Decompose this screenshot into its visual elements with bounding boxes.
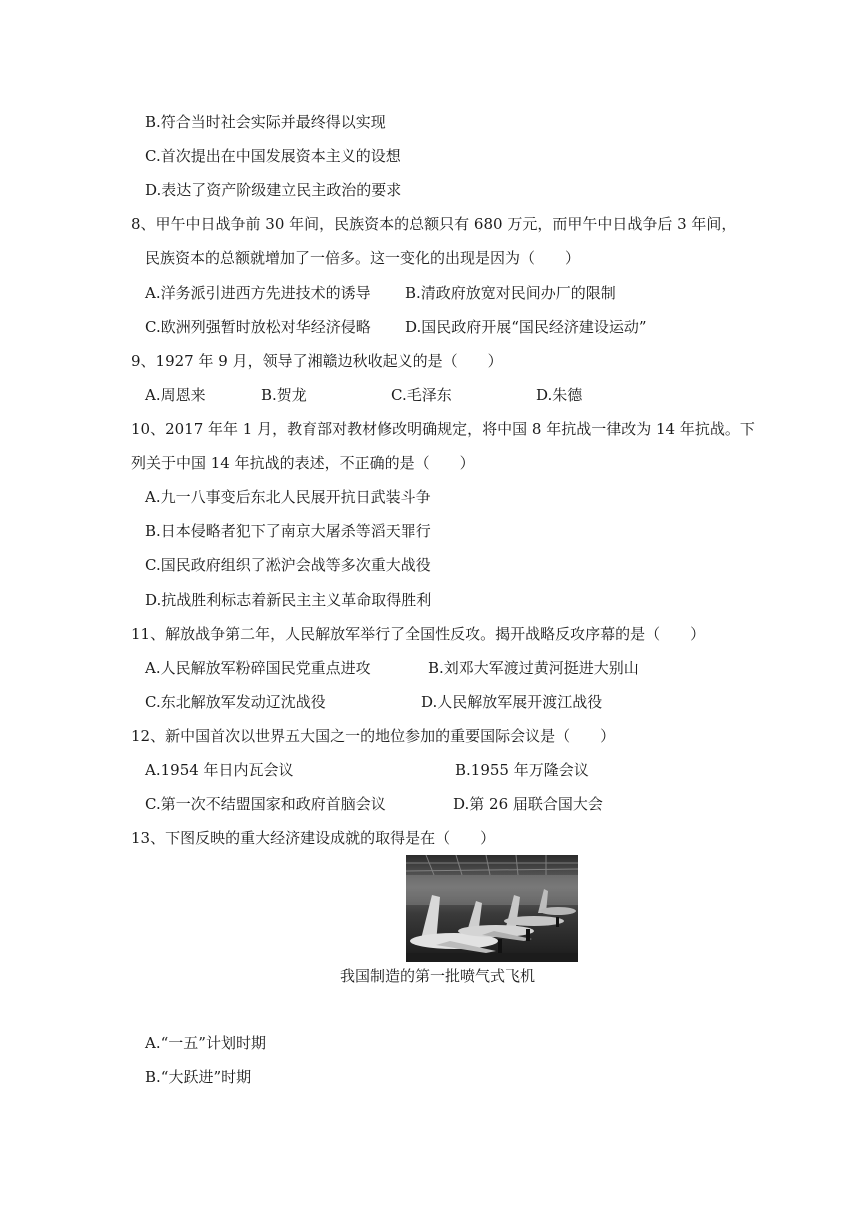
q10-stem-line1: 10、2017 年年 1 月，教育部对教材修改明确规定，将中国 8 年抗战一律改为 14 年抗战。下	[131, 420, 755, 438]
q9-option-a: A.周恩来	[145, 386, 206, 404]
q11-option-a: A.人民解放军粉碎国民党重点进攻	[145, 659, 371, 677]
q8-option-a: A.洋务派引进西方先进技术的诱导	[145, 284, 371, 302]
q8-option-d: D.国民政府开展“国民经济建设运动”	[405, 318, 647, 336]
q13-option-a: A.“一五”计划时期	[145, 1034, 266, 1052]
jet-aircraft-photo	[406, 855, 578, 962]
q9-stem: 9、1927 年 9 月，领导了湘赣边秋收起义的是（ ）	[131, 352, 503, 370]
q12-option-c: C.第一次不结盟国家和政府首脑会议	[145, 795, 386, 813]
q9-option-c: C.毛泽东	[391, 386, 452, 404]
q10-option-b: B.日本侵略者犯下了南京大屠杀等滔天罪行	[145, 522, 431, 540]
q9-option-d: D.朱德	[536, 386, 583, 404]
q10-stem-line2: 列关于中国 14 年抗战的表述，不正确的是（ ）	[131, 454, 475, 472]
q8-option-b: B.清政府放宽对民间办厂的限制	[405, 284, 616, 302]
q11-stem: 11、解放战争第二年，人民解放军举行了全国性反攻。揭开战略反攻序幕的是（ ）	[131, 625, 706, 643]
q10-option-a: A.九一八事变后东北人民展开抗日武装斗争	[145, 488, 431, 506]
q10-option-d: D.抗战胜利标志着新民主主义革命取得胜利	[145, 591, 432, 609]
q13-option-b: B.“大跃进”时期	[145, 1068, 252, 1086]
q12-option-d: D.第 26 届联合国大会	[453, 795, 603, 813]
q12-option-a: A.1954 年日内瓦会议	[145, 761, 294, 779]
q8-stem-line2: 民族资本的总额就增加了一倍多。这一变化的出现是因为（ ）	[145, 249, 581, 267]
q11-option-d: D.人民解放军展开渡江战役	[421, 693, 603, 711]
q11-option-c: C.东北解放军发动辽沈战役	[145, 693, 326, 711]
q12-stem: 12、新中国首次以世界五大国之一的地位参加的重要国际会议是（ ）	[131, 727, 616, 745]
q11-option-b: B.刘邓大军渡过黄河挺进大别山	[428, 659, 639, 677]
q7-option-b: B.符合当时社会实际并最终得以实现	[145, 113, 386, 131]
q8-stem-line1: 8、甲午中日战争前 30 年间，民族资本的总额只有 680 万元，而甲午中日战争后 3 年间，	[131, 215, 737, 233]
q9-option-b: B.贺龙	[261, 386, 307, 404]
figure-caption: 我国制造的第一批喷气式飞机	[340, 967, 536, 985]
q7-option-d: D.表达了资产阶级建立民主政治的要求	[145, 181, 402, 199]
q10-option-c: C.国民政府组织了淞沪会战等多次重大战役	[145, 556, 431, 574]
q8-option-c: C.欧洲列强暂时放松对华经济侵略	[145, 318, 371, 336]
q7-option-c: C.首次提出在中国发展资本主义的设想	[145, 147, 401, 165]
q12-option-b: B.1955 年万隆会议	[455, 761, 589, 779]
q13-stem: 13、下图反映的重大经济建设成就的取得是在（ ）	[131, 829, 496, 847]
